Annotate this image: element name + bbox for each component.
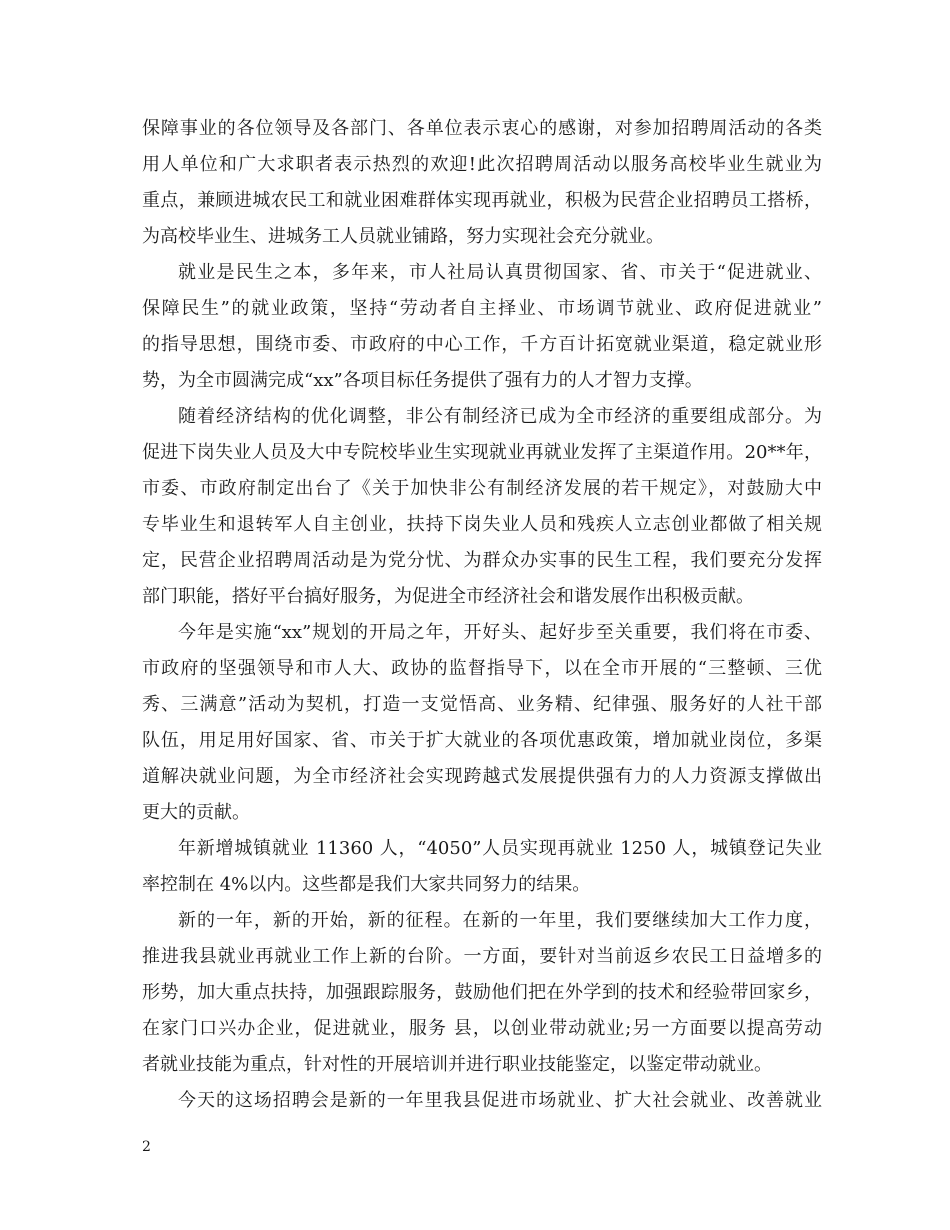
paragraph-line: 市委、市政府制定出台了《关于加快非公有制经济发展的若干规定》，对鼓励大中 xyxy=(142,478,822,499)
page-number: 2 xyxy=(142,1139,151,1155)
paragraph-line: 秀、三满意”活动为契机，打造一支觉悟高、业务精、纪律强、服务好的人社干部 xyxy=(142,694,822,715)
paragraph-line: 今天的这场招聘会是新的一年里我县促进市场就业、扩大社会就业、改善就业 xyxy=(178,1090,822,1111)
paragraph-line: 促进下岗失业人员及大中专院校毕业生实现就业再就业发挥了主渠道作用。20**年， xyxy=(142,442,822,463)
paragraph-line: 为高校毕业生、进城务工人员就业铺路，努力实现社会充分就业。 xyxy=(142,226,664,247)
paragraph-line: 更大的贡献。 xyxy=(142,802,250,823)
paragraph-line: 重点，兼顾进城农民工和就业困难群体实现再就业，积极为民营企业招聘员工搭桥， xyxy=(142,190,822,211)
paragraph-line: 就业是民生之本，多年来，市人社局认真贯彻国家、省、市关于“促进就业、 xyxy=(178,262,822,283)
paragraph-line: 的指导思想，围绕市委、市政府的中心工作，千方百计拓宽就业渠道，稳定就业形 xyxy=(142,334,822,355)
paragraph-line: 保障事业的各位领导及各部门、各单位表示衷心的感谢，对参加招聘周活动的各类 xyxy=(142,118,822,139)
paragraph-line: 专毕业生和退转军人自主创业，扶持下岗失业人员和残疾人立志创业都做了相关规 xyxy=(142,514,822,535)
paragraph-line: 随着经济结构的优化调整，非公有制经济已成为全市经济的重要组成部分。为 xyxy=(178,406,822,427)
paragraph-line: 定，民营企业招聘周活动是为党分忧、为群众办实事的民生工程，我们要充分发挥 xyxy=(142,550,822,571)
paragraph-line: 年新增城镇就业 11360 人，“4050”人员实现再就业 1250 人，城镇登记失业 xyxy=(178,838,822,859)
paragraph-line: 推进我县就业再就业工作上新的台阶。一方面，要针对当前返乡农民工日益增多的 xyxy=(142,946,822,967)
paragraph-line: 形势，加大重点扶持，加强跟踪服务，鼓励他们把在外学到的技术和经验带回家乡， xyxy=(142,982,822,1003)
paragraph-line: 在家门口兴办企业，促进就业，服务 县，以创业带动就业;另一方面要以提高劳动 xyxy=(142,1018,822,1039)
paragraph-line: 新的一年，新的开始，新的征程。在新的一年里，我们要继续加大工作力度， xyxy=(178,910,822,931)
paragraph-line: 势，为全市圆满完成“xx”各项目标任务提供了强有力的人才智力支撑。 xyxy=(142,370,703,391)
paragraph-line: 者就业技能为重点，针对性的开展培训并进行职业技能鉴定，以鉴定带动就业。 xyxy=(142,1054,772,1075)
paragraph-line: 道解决就业问题，为全市经济社会实现跨越式发展提供强有力的人力资源支撑做出 xyxy=(142,766,822,787)
paragraph-line: 部门职能，搭好平台搞好服务，为促进全市经济社会和谐发展作出积极贡献。 xyxy=(142,586,754,607)
paragraph-line: 市政府的坚强领导和市人大、政协的监督指导下，以在全市开展的“三整顿、三优 xyxy=(142,658,822,679)
paragraph-line: 今年是实施“xx”规划的开局之年，开好头、起好步至关重要，我们将在市委、 xyxy=(178,622,822,643)
paragraph-line: 保障民生”的就业政策，坚持“劳动者自主择业、市场调节就业、政府促进就业” xyxy=(142,298,822,319)
paragraph-line: 率控制在 4%以内。这些都是我们大家共同努力的结果。 xyxy=(142,874,591,895)
paragraph-line: 用人单位和广大求职者表示热烈的欢迎!此次招聘周活动以服务高校毕业生就业为 xyxy=(142,154,822,175)
paragraph-line: 队伍，用足用好国家、省、市关于扩大就业的各项优惠政策，增加就业岗位，多渠 xyxy=(142,730,822,751)
